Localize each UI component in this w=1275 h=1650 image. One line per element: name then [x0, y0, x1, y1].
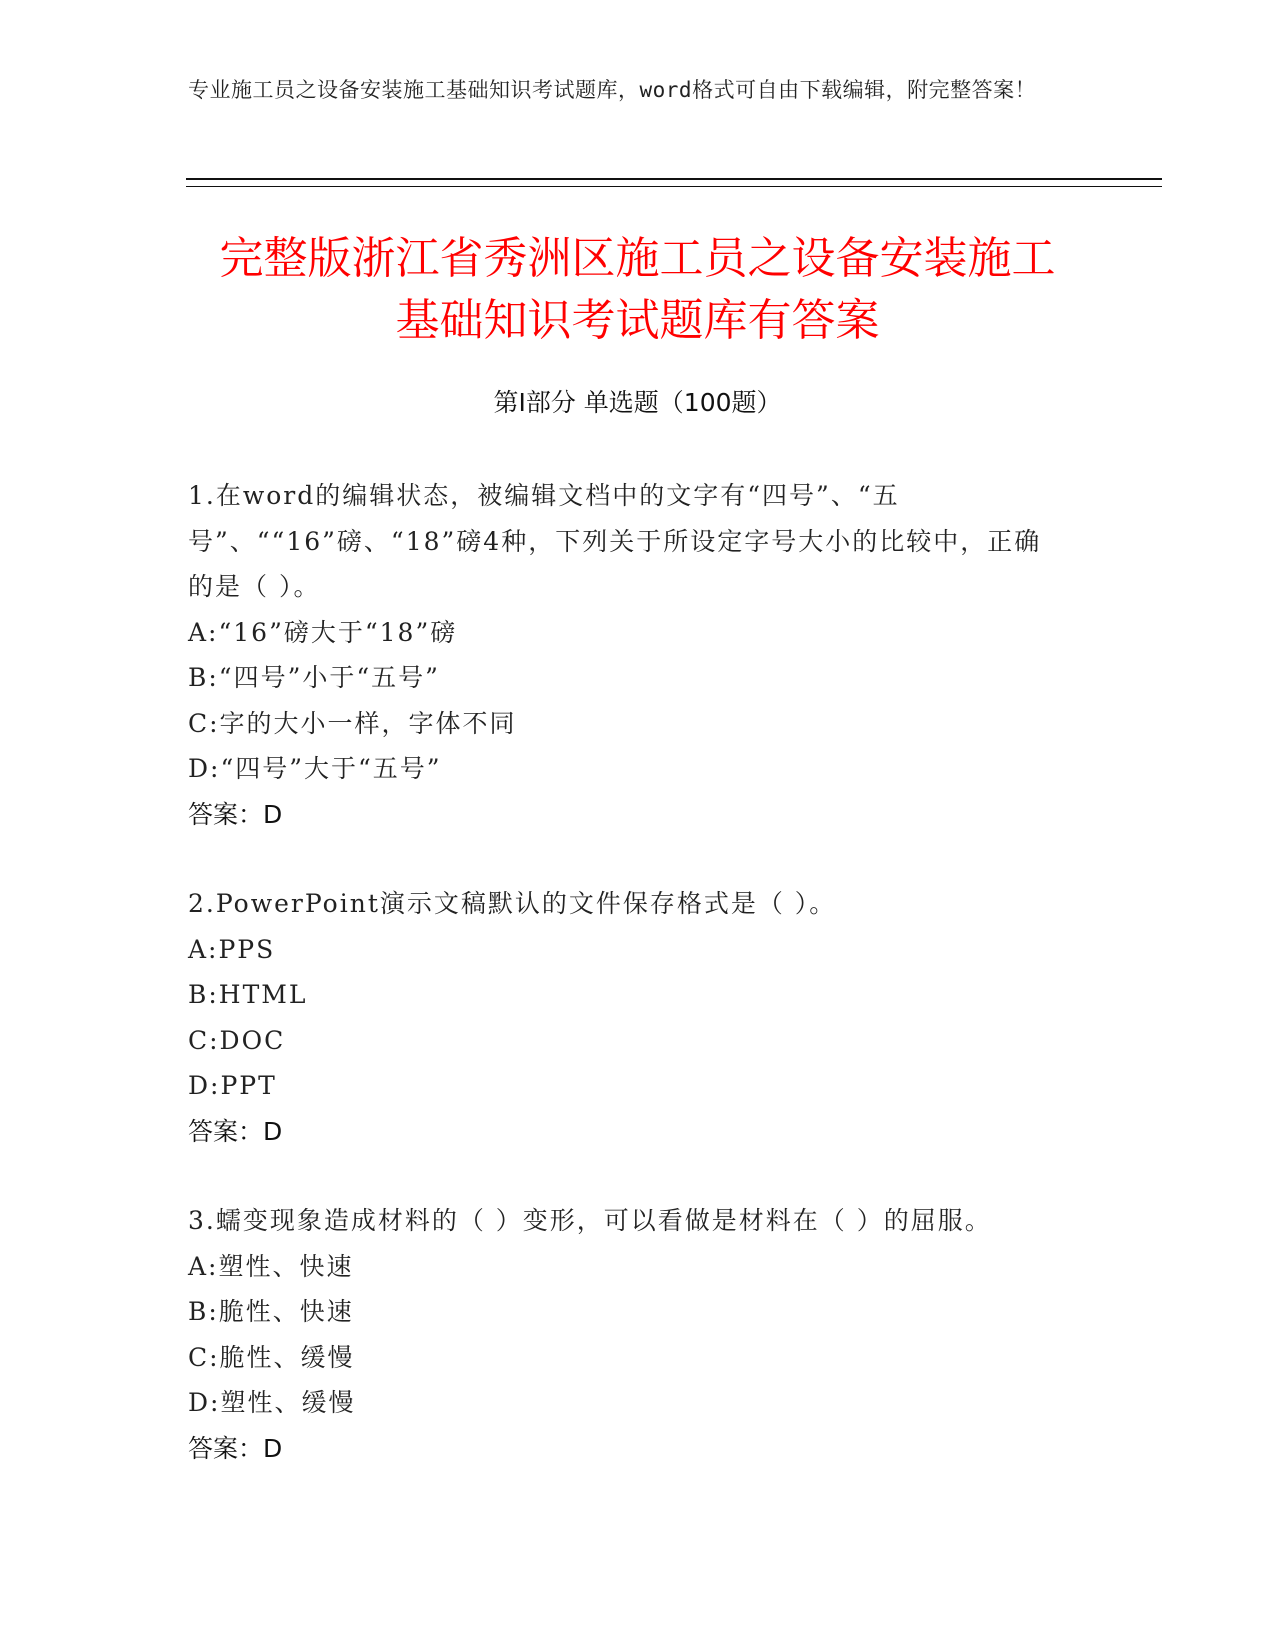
- option-c: C:脆性、缓慢: [188, 1342, 355, 1372]
- answer: 答案：D: [188, 799, 283, 829]
- document-title-line-1: 完整版浙江省秀洲区施工员之设备安装施工: [219, 233, 1056, 284]
- option-d: D:塑性、缓慢: [188, 1388, 356, 1417]
- option-a: A:塑性、快速: [188, 1251, 354, 1281]
- option-b: B:脆性、快速: [188, 1297, 354, 1326]
- header-divider-thin: [186, 186, 1162, 187]
- question-2: [188, 881, 1068, 1154]
- question-list: [188, 473, 1068, 1515]
- question-stem: 3.蠕变现象造成材料的（ ）变形，可以看做是材料在（ ）的屈服。: [188, 1206, 992, 1235]
- question-stem: 2.PowerPoint演示文稿默认的文件保存格式是（ ）。: [188, 889, 837, 918]
- document-title-line-2: 基础知识考试题库有答案: [395, 295, 880, 346]
- question-1: [188, 473, 1068, 837]
- answer: 答案：D: [188, 1433, 283, 1463]
- option-b: B:HTML: [188, 980, 308, 1009]
- option-c: C:字的大小一样，字体不同: [188, 708, 517, 738]
- question-3: [188, 1198, 1068, 1471]
- option-a: A:PPS: [188, 934, 276, 964]
- option-b: B:“四号”小于“五号”: [188, 663, 440, 692]
- option-d: D:“四号”大于“五号”: [188, 754, 442, 783]
- header-divider-thick: [186, 178, 1162, 180]
- document-title: [0, 228, 1275, 352]
- header-note: 专业施工员之设备安装施工基础知识考试题库，word格式可自由下载编辑，附完整答案！: [188, 78, 1037, 102]
- answer: 答案：D: [188, 1116, 283, 1146]
- section-title: 第Ⅰ部分 单选题（100题）: [493, 388, 782, 417]
- option-a: A:“16”磅大于“18”磅: [188, 617, 458, 647]
- question-stem: 1.在word的编辑状态，被编辑文档中的文字有“四号”、“五号”、““16”磅、“18”磅4种，下列关于所设定字号大小的比较中，正确的是（ ）。: [188, 481, 1042, 601]
- option-d: D:PPT: [188, 1071, 277, 1100]
- option-c: C:DOC: [188, 1025, 286, 1055]
